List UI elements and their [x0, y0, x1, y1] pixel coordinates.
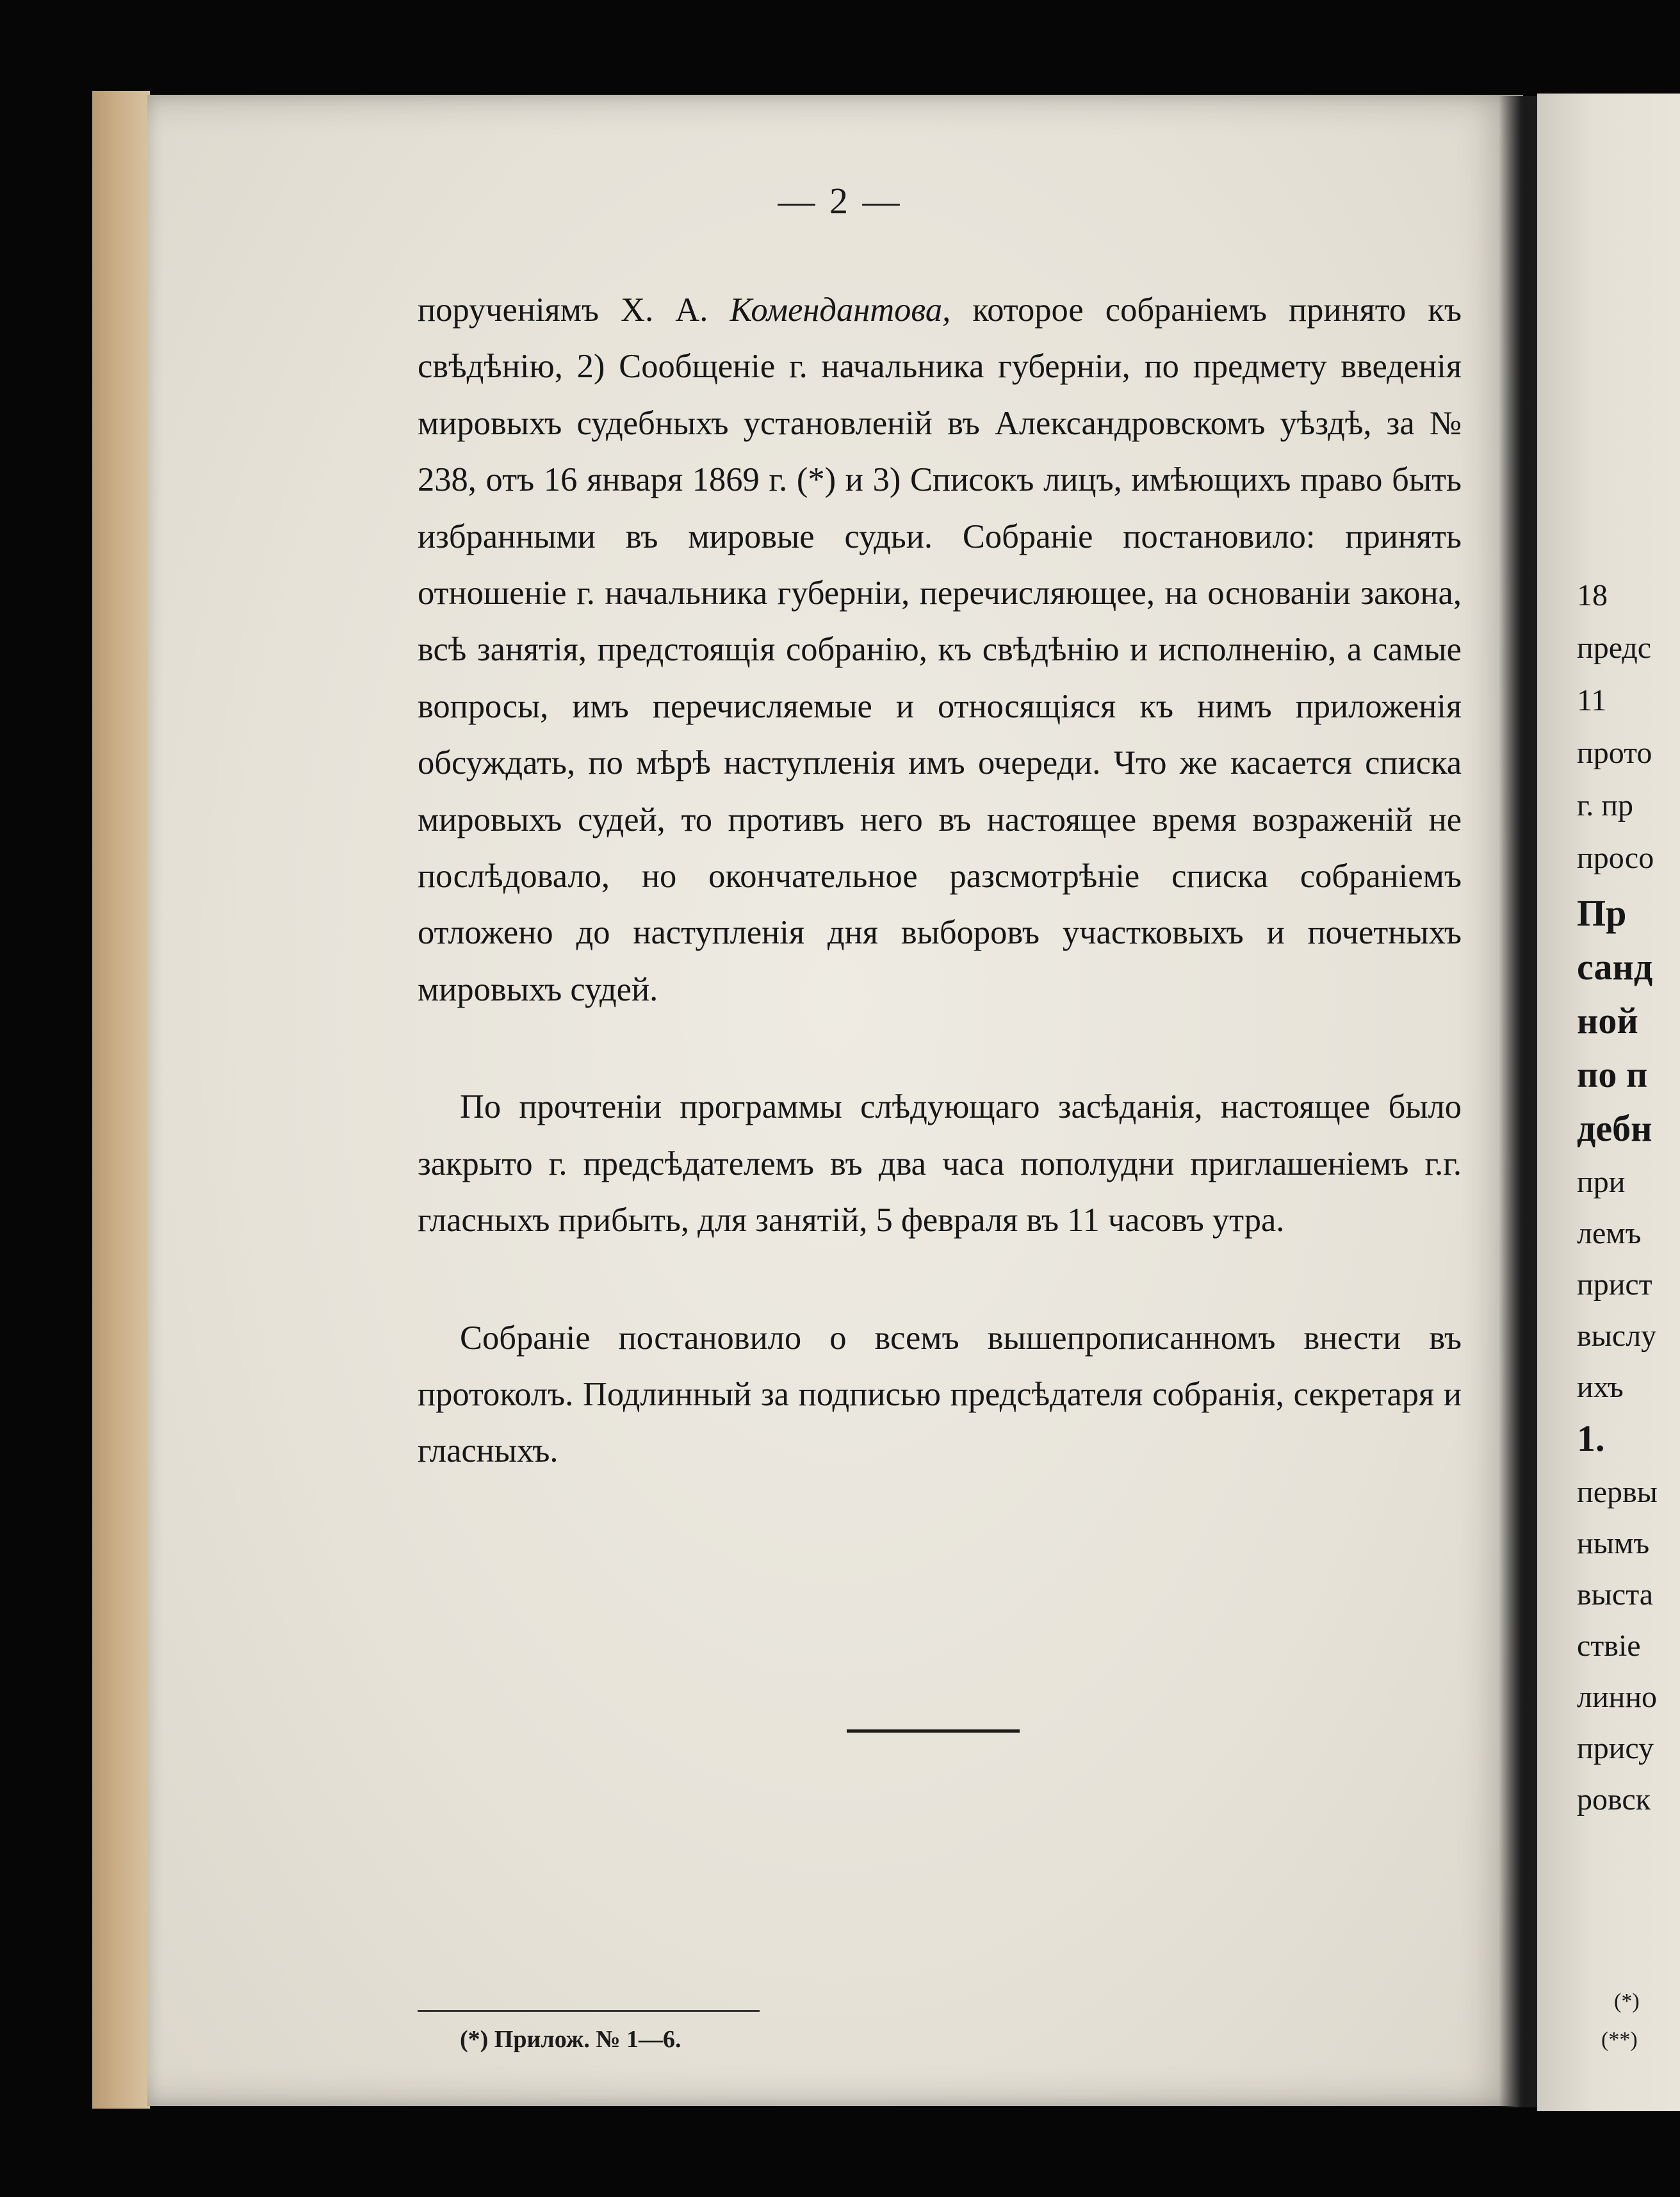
next-page-fragment: прото — [1577, 736, 1652, 770]
paragraph-3: Собраніе постановило о всемъ вышепрописанномъ внести въ протоколъ. Подлинный за подписью предсѣдателя собранія, секретаря и гласныхъ. — [418, 1319, 1462, 1470]
next-page-fragment: просо — [1577, 841, 1654, 875]
next-page-fragment: 11 — [1577, 683, 1607, 717]
next-page-fragment: 18 — [1577, 578, 1608, 612]
next-page-fragment: дебн — [1577, 1107, 1652, 1149]
next-page-fragment: при — [1577, 1165, 1626, 1199]
page-number: — 2 — — [778, 180, 902, 222]
next-page-fragment: прису — [1577, 1731, 1654, 1765]
next-page-fragment: ихъ — [1577, 1370, 1624, 1404]
next-page-fragment: выста — [1577, 1578, 1654, 1612]
next-page-fragment: г. пр — [1577, 788, 1633, 822]
page-edge — [92, 91, 150, 2109]
next-page-fragment: санд — [1577, 946, 1653, 988]
next-page-fragment: лемъ — [1577, 1216, 1642, 1250]
footnote-rule — [418, 2010, 760, 2012]
next-page-fragment: первы — [1577, 1475, 1658, 1509]
next-page-fragment: ровск — [1577, 1783, 1651, 1817]
paragraph-2: По прочтеніи программы слѣдующаго засѣданія, настоящее было закрыто г. предсѣдателемъ въ два часа пополудни приглашеніемъ г.г. гласныхъ прибыть, для занятій, 5 февраля въ 11 часовъ утра. — [418, 1088, 1462, 1239]
next-page-fragment: ной — [1577, 1000, 1638, 1041]
main-text — [418, 282, 1462, 1480]
next-page-fragment: выслу — [1577, 1319, 1657, 1353]
next-page-fragment: предс — [1577, 631, 1652, 665]
next-page-fragment: прист — [1577, 1268, 1652, 1302]
footnote: (*) Прилож. № 1—6. — [460, 2026, 681, 2053]
paragraph-1-rest: которое собраніемъ принято къ свѣдѣнію, 2) Сообщеніе г. начальника губерніи, по предмету введенія мировыхъ судебныхъ установленій въ Александровскомъ уѣздѣ, за № 238, отъ 16 января 1869 г. (*) и 3) Списокъ лицъ, имѣющихъ право быть избранными въ мировые судьи. Собраніе постановило: принять отношеніе г. начальника губерніи, перечисляющее, на основаніи закона, всѣ занятія, предстоящія собранію, къ свѣдѣнію и исполненію, а самые вопросы, имъ перечисляемые и относящіяся къ нимъ приложенія обсуждать, по мѣрѣ наступленія имъ очереди. Что же касается списка мировыхъ судей, то противъ него въ настоящее время возраженій не послѣдовало, но окончательное разсмотрѣніе списка собраніемъ отложено до наступленія дня выборовъ участковыхъ и почетныхъ мировыхъ судей. — [418, 291, 1462, 1008]
next-page-fragment: 1. — [1577, 1417, 1605, 1459]
paragraph-1-start: порученіямъ Х. А. — [418, 291, 730, 329]
italic-name: Комендантова, — [730, 291, 951, 329]
next-page-fragment: ствіе — [1577, 1629, 1641, 1663]
next-page-fragment: (*) — [1614, 1989, 1640, 2013]
next-page-fragment: нымъ — [1577, 1526, 1650, 1560]
next-page-fragment: по п — [1577, 1054, 1648, 1095]
next-page-fragment: Пр — [1577, 892, 1627, 934]
closing-rule — [847, 1729, 1020, 1733]
next-page-fragment: (**) — [1601, 2028, 1638, 2052]
book-gutter — [1499, 96, 1537, 2107]
paragraph-1 — [418, 282, 1462, 1018]
next-page-fragment: линно — [1577, 1680, 1658, 1714]
book-page-right-edge — [1537, 94, 1680, 2111]
